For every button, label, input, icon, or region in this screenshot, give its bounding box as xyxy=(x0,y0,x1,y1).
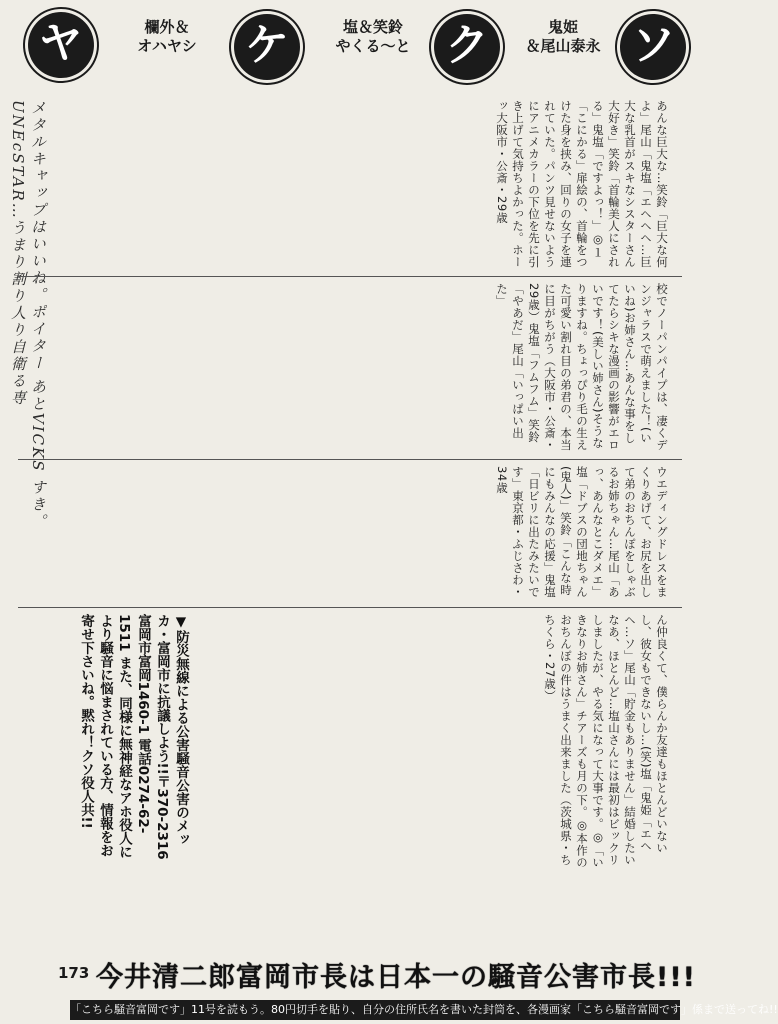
divider-1 xyxy=(18,276,682,277)
letter-block-4: ん仲良くて、僕らんか友達もほとんどいないし、彼女もできないし…(笑)塩「鬼姫「エヘヘ…ソ」尾山「貯金もありません」結婚したいなあ、ほとんど…塩山さんには最初はビックリしましたが、やる気になって大事です。◎「いきなりお姉さん」チアーズも月の下。◎本作のおちんぽの件はうまく出来ました（茨城県・ちちくら・27歳） xyxy=(543,614,669,869)
column-heading-1 xyxy=(112,18,222,56)
column-heading-3-line1: 鬼姫 xyxy=(547,18,578,36)
letter-block-3: ウエディングドレスをまくりあげて、お尻を出して弟のおちんぽをしゃぶるお姉ちゃん…尾山「あっ、あんなとこダメエ」塩「ドブスの団地ちゃん(鬼人)」笑鈴「こんな時にもみんなの応援」鬼塩「日ビリに出たみたいです」東京都・ふじさわ・34歳 xyxy=(495,466,669,598)
letter-block-1: あんな巨大な…笑鈴「巨大な何よ」尾山「鬼塩「エヘヘヘ…巨大な乳首がスキなシスターさん大好き」笑鈴「首輪美人にされる」鬼塩「ですよっ！」◎１「こにかる」扉絵の、首輪をつけた身を挟み、回りの女子を連れていた。パンツ見せないようにアニメカラーの下位を先に引き上げて気持ちよかった。ホーッ大阪市・公斎・29歳 xyxy=(495,100,669,268)
handwritten-note: メタルキャップはいいね。ポイター あとVICKS すき。UNEcSTAR…うまり割り人り自衛る専 xyxy=(9,100,47,531)
column-heading-1-line2: オハヤシ xyxy=(137,37,197,55)
corner-badge-ya: ヤ xyxy=(26,10,96,80)
divider-3 xyxy=(18,607,682,608)
column-heading-2-line2: やくる〜と xyxy=(335,37,411,55)
corner-badge-ke: ケ xyxy=(234,14,300,80)
page-header xyxy=(0,0,700,98)
footer-submission-info: 「こちら騒音富岡です」11号を読もう。80円切手を貼り、自分の住所氏名を書いた封筒を、各漫画家「こちら騒音富岡です」係まで送ってね!! xyxy=(70,1000,680,1020)
column-heading-3 xyxy=(508,18,618,56)
corner-badge-so: ソ xyxy=(618,12,687,81)
column-heading-3-line2: ＆尾山泰永 xyxy=(525,37,601,55)
letter-block-2: 校でノーパンパイプは、凄くデンジャラスで萌えました！(いいね)お姉さん…あんな事をしてたらシキな漫画の影響がエロいです！(美しい姉さん)そうなりますね。ちょっぴり毛の生えた可愛い割れ目の弟君の、本当に目がちがう（大阪市・公斎・29歳）鬼塩「フムフム」笑鈴「やあだ」尾山「いっぱい出た」 xyxy=(495,283,669,451)
divider-2 xyxy=(18,459,682,460)
column-heading-2 xyxy=(318,18,428,56)
column-heading-2-line1: 塩＆笑鈴 xyxy=(342,18,403,36)
column-heading-1-line1: 欄外＆ xyxy=(144,18,190,36)
page-number: 173 xyxy=(58,964,90,982)
footer-banner: 今井清二郎富岡市長は日本一の騒音公害市長!!! xyxy=(96,962,696,993)
page-footer xyxy=(0,958,778,1024)
corner-badge-ku: ク xyxy=(434,14,500,80)
protest-notice: ▼防災無線による公害騒音公害のメッカ・富岡市に抗議しよう!!〒370-2316 富岡市富岡1460-1 電話0274-62-1511 また、同様に無神経なアホ役人により騒音に悩まされている方、情報をお寄せ下さいね。黙れ！クソ役人共!! xyxy=(78,614,189,860)
